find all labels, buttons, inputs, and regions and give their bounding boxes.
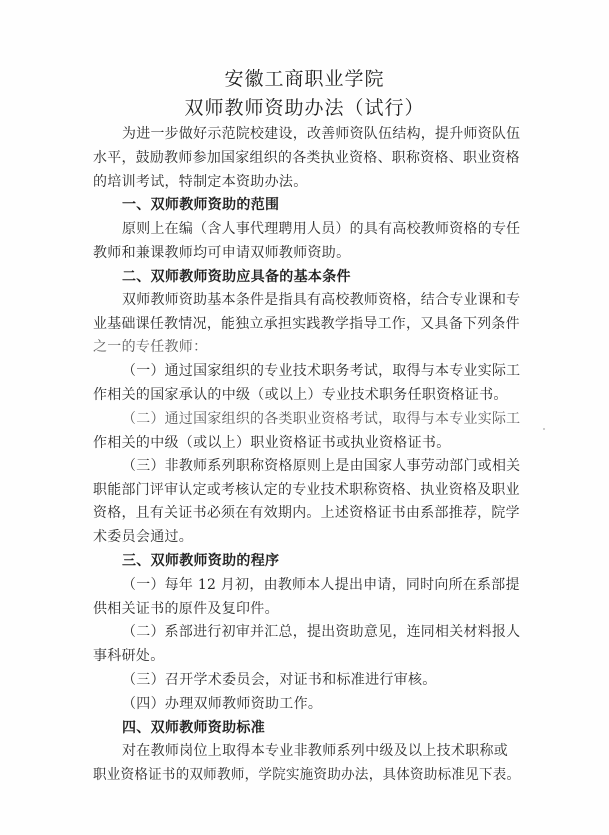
institution-title: 安徽工商职业学院	[224, 68, 385, 90]
body-line: （三）召开学术委员会，对证书和标准进行审核。	[122, 672, 437, 688]
body-line: 职业资格证书的双师教师，学院实施资助办法，具体资助标准见下表。	[93, 767, 521, 783]
body-line: （二）通过国家组织的各类职业资格考试，取得与本专业实际工	[122, 411, 521, 427]
section-heading: 三、双师教师资助的程序	[122, 553, 280, 569]
body-line: 供相关证书的原件及复印件。	[93, 601, 279, 617]
body-line: （四）办理双师教师资助工作。	[122, 696, 323, 712]
body-line: 之一的专任教师：	[93, 339, 208, 355]
body-line: 为进一步做好示范院校建设，改善师资队伍结构，提升师资队伍	[122, 126, 521, 142]
section-heading: 二、双师教师资助应具备的基本条件	[122, 269, 351, 285]
section-heading: 四、双师教师资助标准	[122, 720, 265, 736]
body-line: 作相关的国家承认的中级（或以上）专业技术职务任职资格证书。	[93, 387, 508, 403]
scan-speck	[543, 428, 545, 430]
body-line: （三）非教师系列职称资格原则上是由国家人事劳动部门或相关	[122, 458, 521, 474]
body-line: 事科研处。	[93, 648, 165, 664]
section-heading: 一、双师教师资助的范围	[122, 197, 280, 213]
body-line: （一）通过国家组织的专业技术职务考试，取得与本专业实际工	[122, 363, 521, 379]
body-line: 资格，且有关证书必须在有效期内。上述资格证书由系部推荐，院学	[93, 505, 520, 521]
body-line: 原则上在编（含人事代理聘用人员）的具有高校教师资格的专任	[122, 221, 521, 237]
body-line: 水平，鼓励教师参加国家组织的各类执业资格、职称资格、职业资格	[93, 150, 520, 166]
document-title: 双师教师资助办法（试行）	[184, 97, 425, 119]
body-line: 双师教师资助基本条件是指具有高校教师资格，结合专业课和专	[122, 292, 521, 308]
body-line: （一）每年 12 月初，由教师本人提出申请，同时向所在系部提	[122, 577, 520, 593]
body-line: 的培训考试，特制定本资助办法。	[93, 174, 308, 190]
body-line: 对在教师岗位上取得本专业非教师系列中级及以上技术职称或	[122, 743, 509, 759]
body-line: 职能部门评审认定或考核认定的专业技术职称资格、执业资格及职业	[93, 482, 520, 498]
body-line: 业基础课任教情况，能独立承担实践教学指导工作，又具备下列条件	[93, 316, 520, 332]
body-line: 作相关的中级（或以上）职业资格证书或执业资格证书。	[93, 435, 451, 451]
body-line: （二）系部进行初审并汇总，提出资助意见，连同相关材料报人	[122, 624, 521, 640]
body-line: 教师和兼课教师均可申请双师教师资助。	[93, 245, 351, 261]
body-line: 术委员会通过。	[93, 529, 194, 545]
